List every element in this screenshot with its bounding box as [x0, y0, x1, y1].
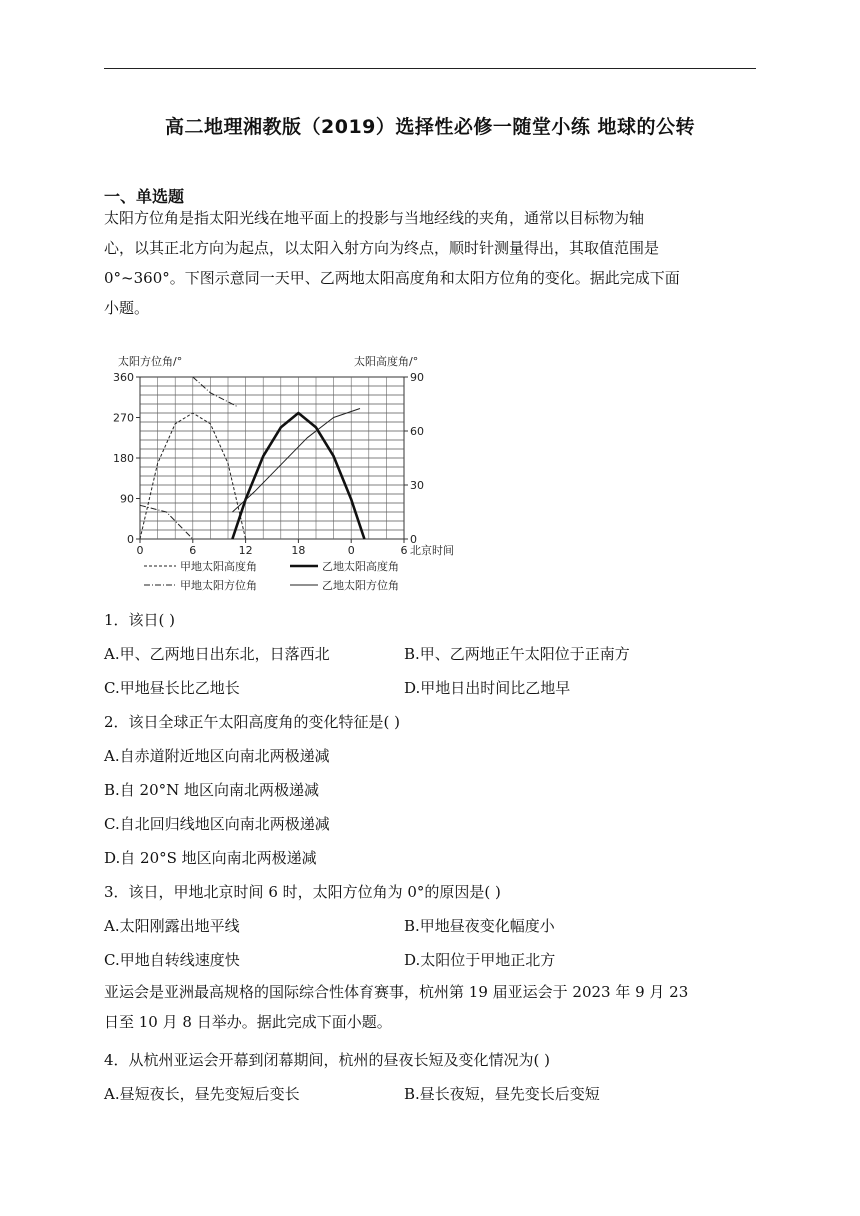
section-heading: 一、单选题 — [104, 187, 185, 206]
option-b[interactable]: B.甲、乙两地正午太阳位于正南方 — [404, 645, 630, 663]
legend-label: 乙地太阳方位角 — [322, 579, 399, 592]
intro2-line: 亚运会是亚洲最高规格的国际综合性体育赛事，杭州第 19 届亚运会于 2023 年 9 月 23 — [104, 983, 689, 1001]
x-tick-label: 18 — [291, 544, 306, 557]
option-c[interactable]: C.甲地昼长比乙地长 — [104, 679, 240, 697]
intro-line: 0°~360°。下图示意同一天甲、乙两地太阳高度角和太阳方位角的变化。据此完成下面 — [104, 269, 680, 287]
y-left-tick-label: 180 — [113, 452, 134, 465]
xlabel: 北京时间 — [410, 544, 454, 557]
x-tick-label: 6 — [189, 544, 197, 557]
option-a[interactable]: A.自赤道附近地区向南北两极递减 — [104, 747, 330, 765]
legend-label: 甲地太阳方位角 — [180, 579, 257, 592]
option-c[interactable]: C.自北回归线地区向南北两极递减 — [104, 815, 330, 833]
option-d[interactable]: D.太阳位于甲地正北方 — [404, 951, 556, 969]
legend — [144, 559, 399, 592]
ylabel-left: 太阳方位角/° — [118, 355, 183, 368]
question-stem: 2．该日全球正午太阳高度角的变化特征是( ) — [104, 713, 401, 731]
option-b[interactable]: B.甲地昼夜变化幅度小 — [404, 917, 555, 935]
legend-label: 甲地太阳高度角 — [180, 560, 257, 573]
header-rule — [104, 68, 756, 69]
x-tick-label: 6 — [400, 544, 408, 557]
y-right-tick-label: 0 — [410, 533, 417, 546]
y-left-tick-label: 270 — [113, 411, 134, 425]
option-d[interactable]: D.自 20°S 地区向南北两极递减 — [104, 849, 317, 867]
legend-label: 乙地太阳高度角 — [322, 560, 399, 573]
right-axis-ticks — [404, 371, 424, 546]
x-tick-label: 0 — [347, 544, 355, 557]
intro-line: 小题。 — [104, 299, 150, 317]
intro2-line: 日至 10 月 8 日举办。据此完成下面小题。 — [104, 1013, 392, 1031]
intro-paragraph — [104, 203, 756, 323]
y-right-tick-label: 60 — [410, 425, 424, 438]
question-stem: 3．该日，甲地北京时间 6 时，太阳方位角为 0°的原因是( ) — [104, 883, 501, 901]
option-b[interactable]: B.自 20°N 地区向南北两极递减 — [104, 781, 320, 799]
y-left-tick-label: 0 — [127, 533, 134, 546]
x-tick-label: 12 — [238, 544, 253, 557]
y-right-tick-label: 30 — [410, 479, 424, 492]
grid-lines — [140, 386, 404, 530]
page-title: 高二地理湘教版（2019）选择性必修一随堂小练 地球的公转 — [165, 116, 695, 138]
intro2-paragraph — [104, 977, 756, 1037]
series-line-2 — [140, 505, 193, 539]
option-c[interactable]: C.甲地自转线速度快 — [104, 951, 240, 969]
ylabel-right: 太阳高度角/° — [354, 355, 419, 368]
solar-angle-chart — [104, 345, 474, 595]
option-d[interactable]: D.甲地日出时间比乙地早 — [404, 679, 571, 697]
y-right-tick-label: 90 — [410, 371, 424, 384]
question-stem: 1．该日( ) — [104, 611, 176, 629]
intro-line: 心，以其正北方向为起点，以太阳入射方向为终点，顺时针测量得出，其取值范围是 — [104, 239, 660, 257]
option-a[interactable]: A.昼短夜长，昼先变短后变长 — [104, 1085, 300, 1103]
series-line-3 — [232, 409, 360, 513]
option-a[interactable]: A.甲、乙两地日出东北，日落西北 — [104, 645, 330, 663]
y-left-tick-label: 90 — [120, 492, 134, 506]
option-b[interactable]: B.昼长夜短，昼先变长后变短 — [404, 1085, 600, 1103]
option-a[interactable]: A.太阳刚露出地平线 — [104, 917, 240, 935]
left-axis-ticks — [113, 371, 140, 546]
x-axis-ticks — [137, 539, 408, 557]
x-tick-label: 0 — [136, 544, 144, 557]
series-line-2 — [193, 377, 237, 406]
intro-line: 太阳方位角是指太阳光线在地平面上的投影与当地经线的夹角，通常以目标物为轴 — [104, 209, 645, 227]
question-stem: 4．从杭州亚运会开幕到闭幕期间，杭州的昼夜长短及变化情况为( ) — [104, 1051, 551, 1069]
y-left-tick-label: 360 — [113, 371, 134, 384]
